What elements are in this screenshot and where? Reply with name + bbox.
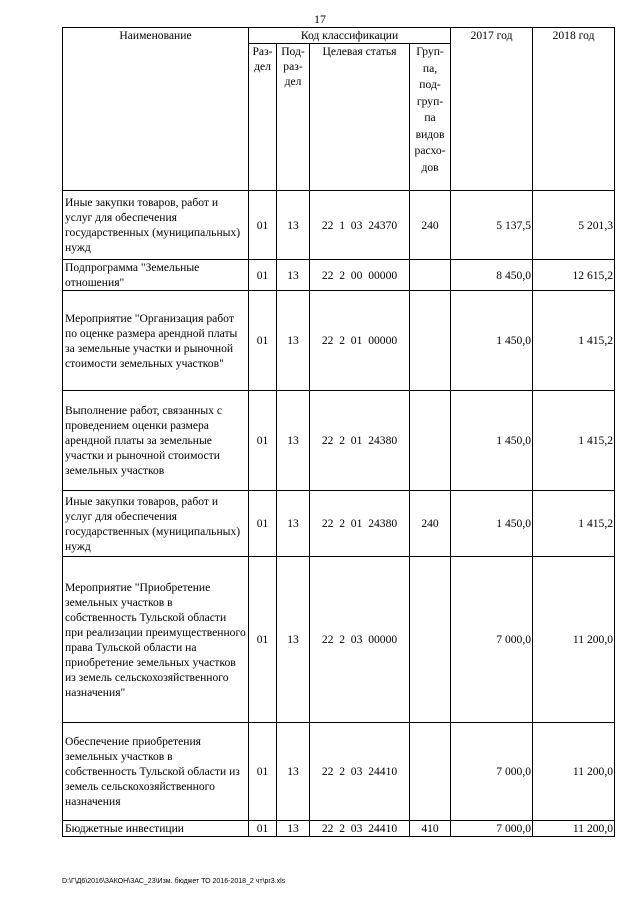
row-2017: 7 000,0: [451, 821, 533, 837]
row-section: 01: [249, 491, 277, 557]
row-target: 22 2 01 24380: [310, 491, 410, 557]
row-subsection: 13: [277, 191, 310, 260]
row-target: 22 2 03 24410: [310, 821, 410, 837]
table-row: [63, 260, 615, 291]
row-target: 22 2 00 00000: [310, 260, 410, 291]
row-section: 01: [249, 557, 277, 723]
table-row: [63, 557, 615, 723]
table-row: [63, 191, 615, 260]
row-2018: 1 415,2: [533, 391, 615, 491]
row-group: [410, 291, 451, 391]
header-subsection: Под- раз- дел: [277, 44, 310, 191]
row-2017: 1 450,0: [451, 491, 533, 557]
row-2017: 1 450,0: [451, 391, 533, 491]
row-group: [410, 557, 451, 723]
row-2018: 11 200,0: [533, 723, 615, 821]
row-subsection: 13: [277, 260, 310, 291]
header-expense-group: Груп- па, под- груп- па видов расхо- дов: [410, 44, 451, 191]
row-2018: 11 200,0: [533, 821, 615, 837]
row-subsection: 13: [277, 291, 310, 391]
row-group: [410, 260, 451, 291]
row-2018: 1 415,2: [533, 491, 615, 557]
row-subsection: 13: [277, 723, 310, 821]
row-name: Обеспечение приобретения земельных участков в собственность Тульской области из земель сельскохозяйственного назначения: [63, 723, 249, 821]
row-2017: 1 450,0: [451, 291, 533, 391]
row-subsection: 13: [277, 391, 310, 491]
row-group: [410, 723, 451, 821]
row-group: 240: [410, 491, 451, 557]
row-section: 01: [249, 260, 277, 291]
header-name: Наименование: [63, 28, 249, 191]
row-subsection: 13: [277, 821, 310, 837]
row-section: 01: [249, 391, 277, 491]
table-row: [63, 821, 615, 837]
header-target-article: Целевая статья: [310, 44, 410, 191]
row-2017: 7 000,0: [451, 723, 533, 821]
row-subsection: 13: [277, 491, 310, 557]
row-section: 01: [249, 821, 277, 837]
table-row: [63, 291, 615, 391]
row-section: 01: [249, 291, 277, 391]
row-name: Мероприятие "Приобретение земельных участков в собственность Тульской области при реализации преимущественного права Тульской области на приобретение земельных участков из земель сельскохозяйственного назначения": [63, 557, 249, 723]
budget-table: [62, 27, 615, 837]
row-name: Иные закупки товаров, работ и услуг для обеспечения государственных (муниципальных) нужд: [63, 191, 249, 260]
table-row: [63, 723, 615, 821]
row-name: Иные закупки товаров, работ и услуг для обеспечения государственных (муниципальных) нужд: [63, 491, 249, 557]
header-2017: 2017 год: [451, 28, 533, 191]
row-name: Мероприятие "Организация работ по оценке размера арендной платы за земельные участки и рыночной стоимости земельных участков": [63, 291, 249, 391]
row-name: Подпрограмма "Земельные отношения": [63, 260, 249, 291]
row-name: Бюджетные инвестиции: [63, 821, 249, 837]
row-target: 22 2 01 24380: [310, 391, 410, 491]
header-section: Раз- дел: [249, 44, 277, 191]
row-2018: 1 415,2: [533, 291, 615, 391]
table-row: [63, 491, 615, 557]
header-code-group: Код классификации: [249, 28, 451, 44]
row-2017: 5 137,5: [451, 191, 533, 260]
page-number: 17: [314, 12, 326, 26]
row-2018: 5 201,3: [533, 191, 615, 260]
row-name: Выполнение работ, связанных с проведением оценки размера арендной платы за земельные участки и рыночной стоимости земельных участков: [63, 391, 249, 491]
row-2018: 11 200,0: [533, 557, 615, 723]
row-subsection: 13: [277, 557, 310, 723]
row-2017: 8 450,0: [451, 260, 533, 291]
row-group: 240: [410, 191, 451, 260]
row-section: 01: [249, 723, 277, 821]
row-target: 22 1 03 24370: [310, 191, 410, 260]
row-2018: 12 615,2: [533, 260, 615, 291]
header-2018: 2018 год: [533, 28, 615, 191]
row-section: 01: [249, 191, 277, 260]
row-group: 410: [410, 821, 451, 837]
row-group: [410, 391, 451, 491]
footer-file-path: D:\Г\Д6\2016\ЗАКОН\ЗАС_23\Изм. бюджет ТО 2016-2018_2 чт\pr3.xls: [62, 878, 286, 885]
table-row: [63, 391, 615, 491]
row-target: 22 2 03 24410: [310, 723, 410, 821]
row-2017: 7 000,0: [451, 557, 533, 723]
row-target: 22 2 03 00000: [310, 557, 410, 723]
row-target: 22 2 01 00000: [310, 291, 410, 391]
